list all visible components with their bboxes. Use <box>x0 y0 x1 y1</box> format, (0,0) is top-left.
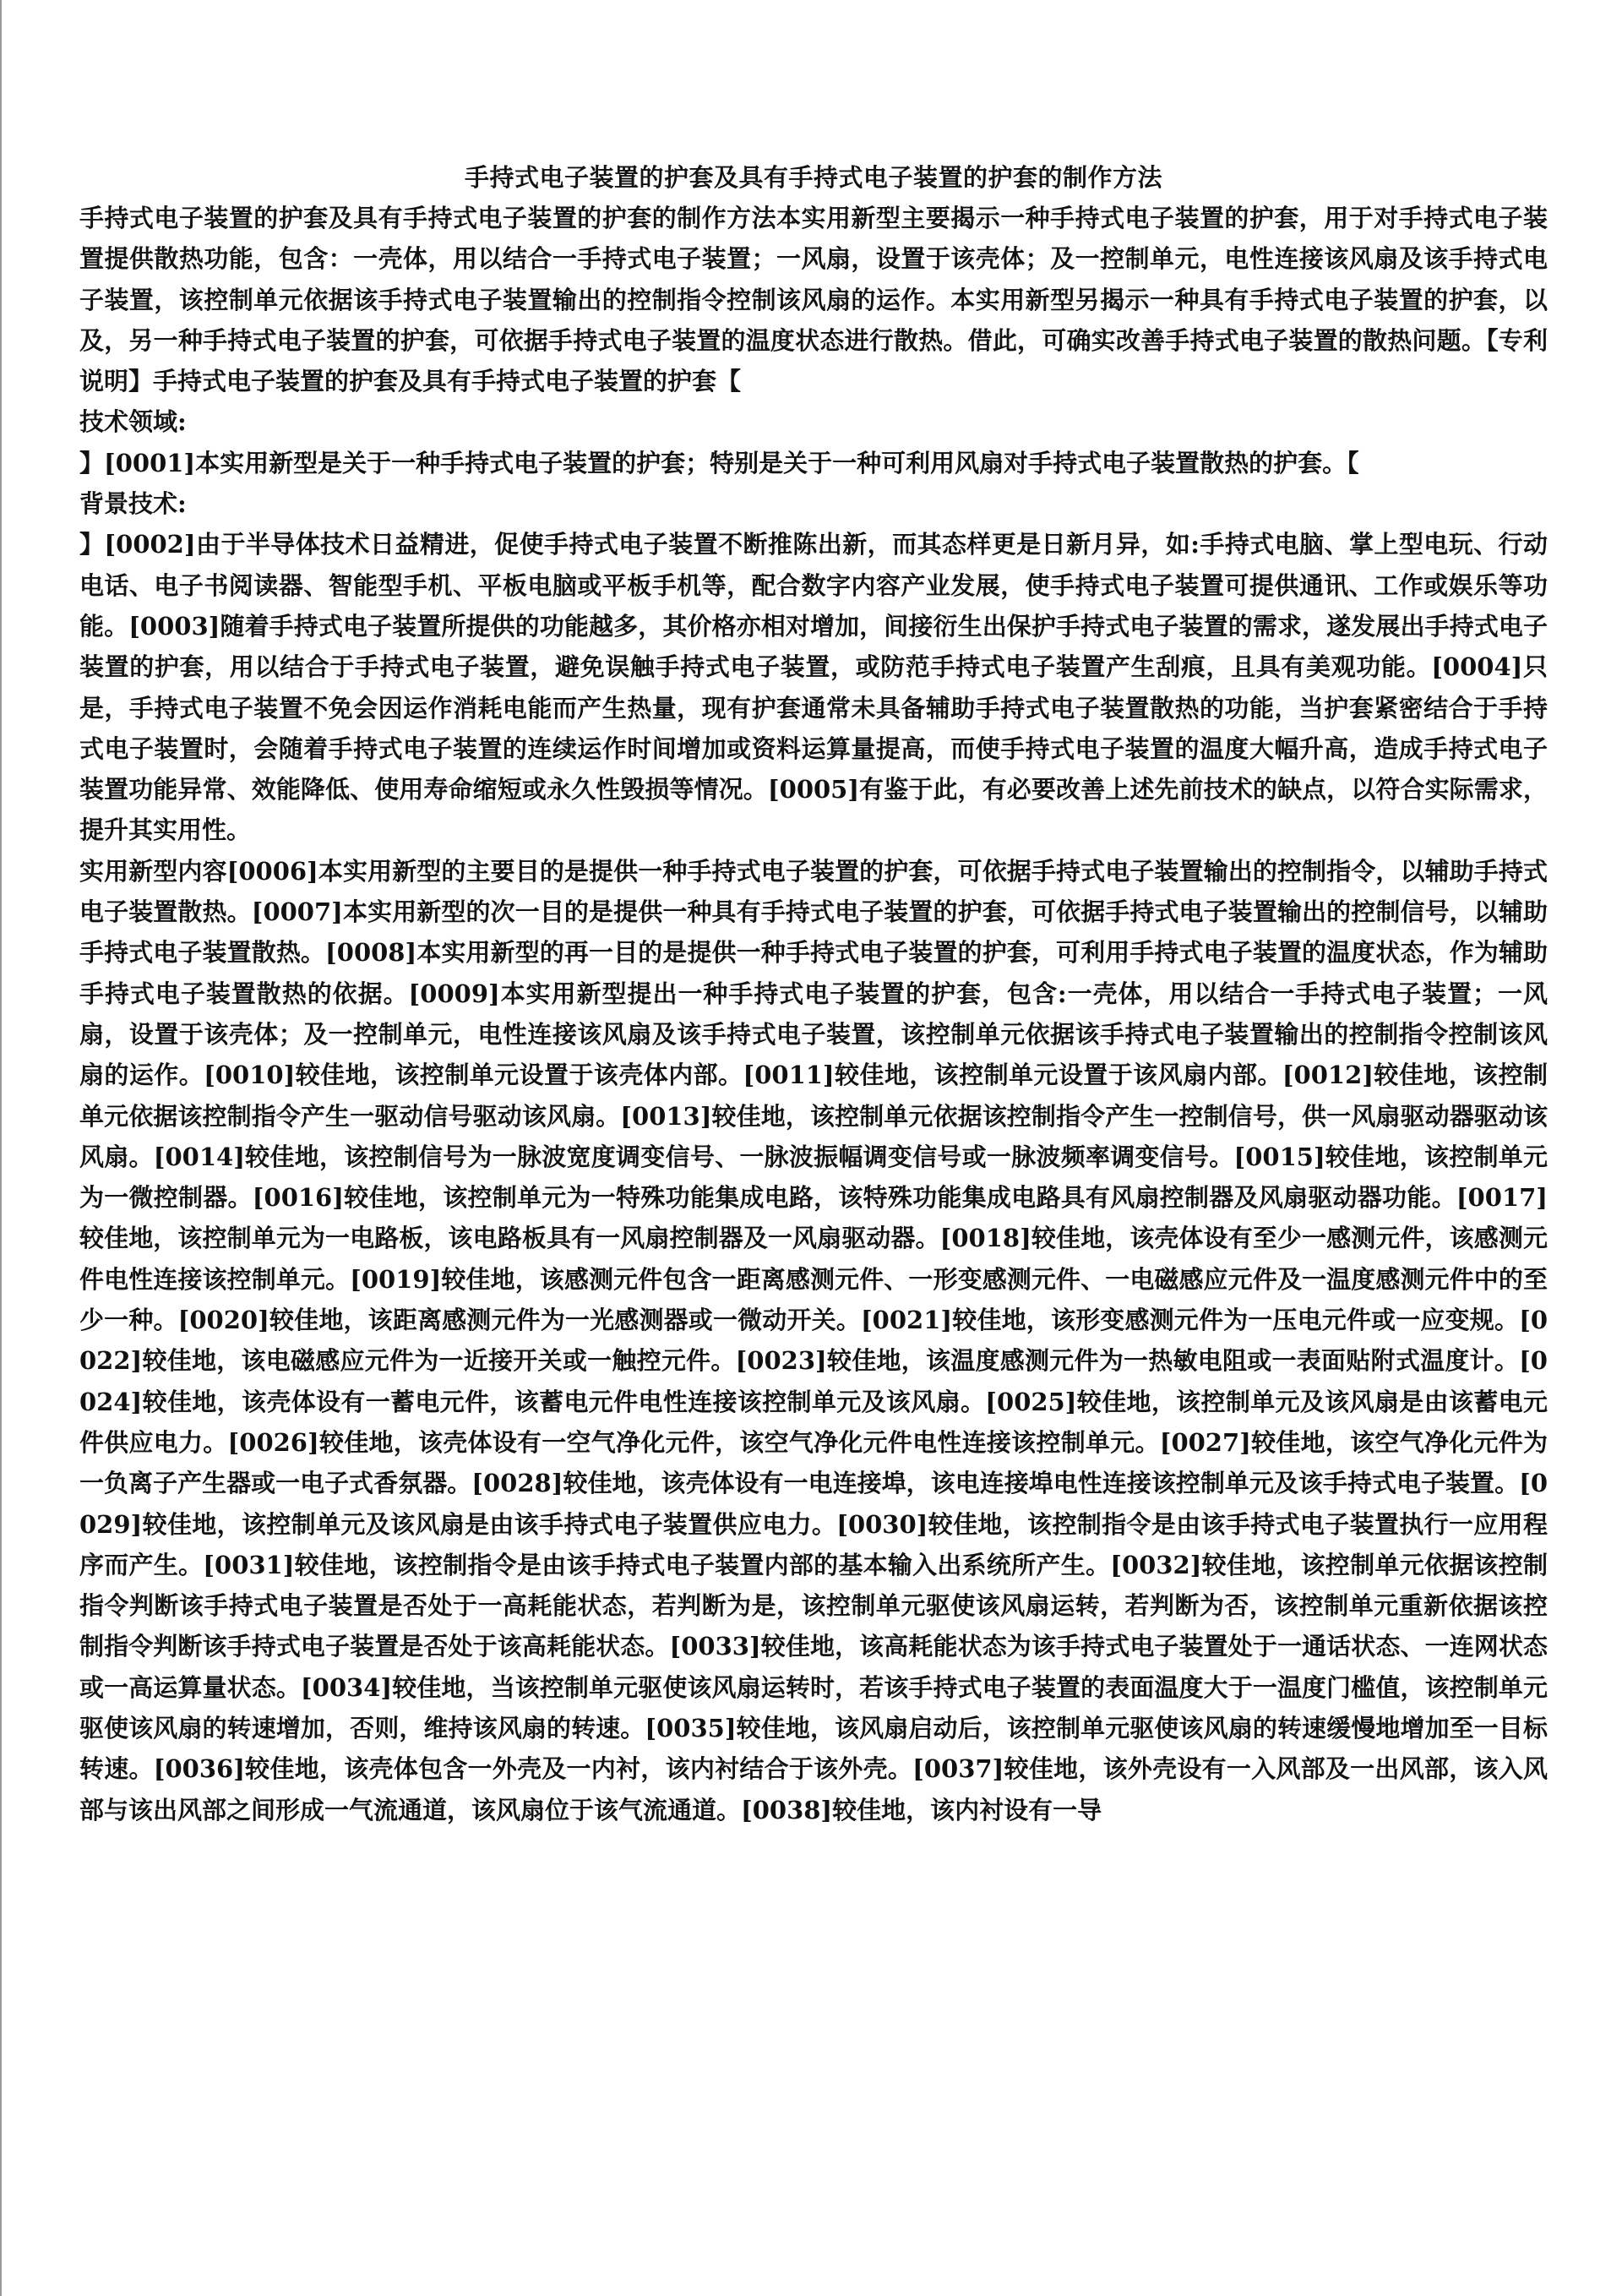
technical-field-heading: 技术领域: <box>79 407 187 437</box>
document-page <box>79 157 1548 1830</box>
background-heading: 背景技术: <box>79 489 187 519</box>
document-title: 手持式电子装置的护套及具有手持式电子装置的护套的制作方法 <box>464 163 1162 192</box>
page-edge-line <box>0 0 2 2296</box>
abstract-paragraph: 手持式电子装置的护套及具有手持式电子装置的护套的制作方法本实用新型主要揭示一种手持式电子装置的护套，用于对手持式电子装置提供散热功能，包含：一壳体，用以结合一手持式电子装置；一风扇，设置于该壳体；及一控制单元，电性连接该风扇及该手持式电子装置，该控制单元依据该手持式电子装置输出的控制指令控制该风扇的运作。本实用新型另揭示一种具有手持式电子装置的护套，以及，另一种手持式电子装置的护套，可依据手持式电子装置的温度状态进行散热。借此，可确实改善手持式电子装置的散热问题。【专利说明】手持式电子装置的护套及具有手持式电子装置的护套【 <box>79 204 1548 396</box>
background-paragraph: 】[0002]由于半导体技术日益精进，促使手持式电子装置不断推陈出新，而其态样更是日新月异，如:手持式电脑、掌上型电玩、行动电话、电子书阅读器、智能型手机、平板电脑或平板手机等，配合数字内容产业发展，使手持式电子装置可提供通讯、工作或娱乐等功能。[0003]随着手持式电子装置所提供的功能越多，其价格亦相对增加，间接衍生出保护手持式电子装置的需求，遂发展出手持式电子装置的护套，用以结合于手持式电子装置，避免误触手持式电子装置，或防范手持式电子装置产生刮痕，且具有美观功能。[0004]只是，手持式电子装置不免会因运作消耗电能而产生热量，现有护套通常未具备辅助手持式电子装置散热的功能，当护套紧密结合于手持式电子装置时，会随着手持式电子装置的连续运作时间增加或资料运算量提高，而使手持式电子装置的温度大幅升高，造成手持式电子装置功能异常、效能降低、使用寿命缩短或永久性毁损等情况。[0005]有鉴于此，有必要改善上述先前技术的缺点，以符合实际需求，提升其实用性。 <box>79 530 1548 845</box>
utility-model-content-paragraph: 实用新型内容[0006]本实用新型的主要目的是提供一种手持式电子装置的护套，可依据手持式电子装置输出的控制指令，以辅助手持式电子装置散热。[0007]本实用新型的次一目的是提供一种具有手持式电子装置的护套，可依据手持式电子装置输出的控制信号，以辅助手持式电子装置散热。[0008]本实用新型的再一目的是提供一种手持式电子装置的护套，可利用手持式电子装置的温度状态，作为辅助手持式电子装置散热的依据。[0009]本实用新型提出一种手持式电子装置的护套，包含:一壳体，用以结合一手持式电子装置；一风扇，设置于该壳体；及一控制单元，电性连接该风扇及该手持式电子装置，该控制单元依据该手持式电子装置输出的控制指令控制该风扇的运作。[0010]较佳地，该控制单元设置于该壳体内部。[0011]较佳地，该控制单元设置于该风扇内部。[0012]较佳地，该控制单元依据该控制指令产生一驱动信号驱动该风扇。[0013]较佳地，该控制单元依据该控制指令产生一控制信号，供一风扇驱动器驱动该风扇。[0014]较佳地，该控制信号为一脉波宽度调变信号、一脉波振幅调变信号或一脉波频率调变信号。[0015]较佳地，该控制单元为一微控制器。[0016]较佳地，该控制单元为一特殊功能集成电路，该特殊功能集成电路具有风扇控制器及风扇驱动器功能。[0017]较佳地，该控制单元为一电路板，该电路板具有一风扇控制器及一风扇驱动器。[0018]较佳地，该壳体设有至少一感测元件，该感测元件电性连接该控制单元。[0019]较佳地，该感测元件包含一距离感测元件、一形变感测元件、一电磁感应元件及一温度感测元件中的至少一种。[0020]较佳地，该距离感测元件为一光感测器或一微动开关。[0021]较佳地，该形变感测元件为一压电元件或一应变规。[0022]较佳地，该电磁感应元件为一近接开关或一触控元件。[0023]较佳地，该温度感测元件为一热敏电阻或一表面贴附式温度计。[0024]较佳地，该壳体设有一蓄电元件，该蓄电元件电性连接该控制单元及该风扇。[0025]较佳地，该控制单元及该风扇是由该蓄电元件供应电力。[0026]较佳地，该壳体设有一空气净化元件，该空气净化元件电性连接该控制单元。[0027]较佳地，该空气净化元件为一负离子产生器或一电子式香氛器。[0028]较佳地，该壳体设有一电连接埠，该电连接埠电性连接该控制单元及该手持式电子装置。[0029]较佳地，该控制单元及该风扇是由该手持式电子装置供应电力。[0030]较佳地，该控制指令是由该手持式电子装置执行一应用程序而产生。[0031]较佳地，该控制指令是由该手持式电子装置内部的基本输入出系统所产生。[0032]较佳地，该控制单元依据该控制指令判断该手持式电子装置是否处于一高耗能状态，若判断为是，该控制单元驱使该风扇运转，若判断为否，该控制单元重新依据该控制指令判断该手持式电子装置是否处于该高耗能状态。[0033]较佳地，该高耗能状态为该手持式电子装置处于一通话状态、一连网状态或一高运算量状态。[0034]较佳地，当该控制单元驱使该风扇运转时，若该手持式电子装置的表面温度大于一温度门槛值，该控制单元驱使该风扇的转速增加，否则，维持该风扇的转速。[0035]较佳地，该风扇启动后，该控制单元驱使该风扇的转速缓慢地增加至一目标转速。[0036]较佳地，该壳体包含一外壳及一内衬，该内衬结合于该外壳。[0037]较佳地，该外壳设有一入风部及一出风部，该入风部与该出风部之间形成一气流通道，该风扇位于该气流通道。[0038]较佳地，该内衬设有一导 <box>79 856 1548 1824</box>
technical-field-paragraph: 】[0001]本实用新型是关于一种手持式电子装置的护套；特别是关于一种可利用风扇对手持式电子装置散热的护套。【 <box>79 448 1359 477</box>
